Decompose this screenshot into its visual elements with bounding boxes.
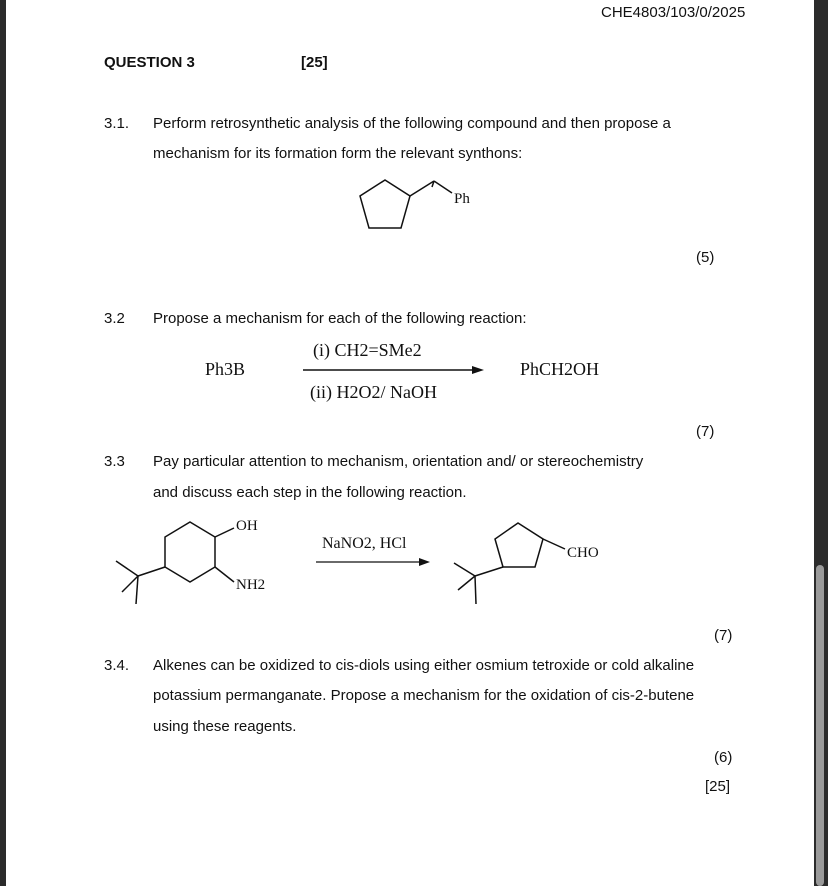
q34-number: 3.4. <box>104 657 130 674</box>
q32-product: PhCH2OH <box>520 359 600 379</box>
q31-marks: (5) <box>696 249 715 266</box>
q31-number: 3.1. <box>104 115 130 132</box>
q32-number: 3.2 <box>104 310 125 327</box>
q31-text-line2: mechanism for its formation form the relevant synthons: <box>153 145 523 162</box>
q33-text-line1: Pay particular attention to mechanism, orientation and/ or stereochemistry <box>153 453 644 470</box>
q33-cho-label: CHO <box>567 545 599 561</box>
q31-ph-label: Ph <box>454 191 470 207</box>
q31-text-line1: Perform retrosynthetic analysis of the following compound and then propose a <box>153 115 671 132</box>
q32-marks: (7) <box>696 423 715 440</box>
question-total-marks: [25] <box>301 54 328 71</box>
q33-number: 3.3 <box>104 453 125 470</box>
q33-reagent: NaNO2, HCl <box>322 535 407 552</box>
footer-total-marks: [25] <box>705 778 731 795</box>
q33-nh2-label: NH2 <box>236 577 266 593</box>
q32-reagent-bottom: (ii) H2O2/ NaOH <box>310 382 437 402</box>
q32-reagent-top: (i) CH2=SMe2 <box>313 340 422 360</box>
course-code: CHE4803/103/0/2025 <box>601 4 746 21</box>
question-title: QUESTION 3 <box>104 54 195 71</box>
q34-text-line3: using these reagents. <box>153 718 297 735</box>
q34-text-line2: potassium permanganate. Propose a mechanism for the oxidation of cis-2-butene <box>153 687 695 704</box>
q34-text-line1: Alkenes can be oxidized to cis-diols using either osmium tetroxide or cold alkaline <box>153 657 695 674</box>
q32-text-line1: Propose a mechanism for each of the following reaction: <box>153 310 527 327</box>
q34-marks: (6) <box>714 749 733 766</box>
q33-marks: (7) <box>714 627 733 644</box>
q33-oh-label: OH <box>236 518 258 534</box>
q33-text-line2: and discuss each step in the following reaction. <box>153 484 467 501</box>
q32-reactant: Ph3B <box>205 359 246 379</box>
